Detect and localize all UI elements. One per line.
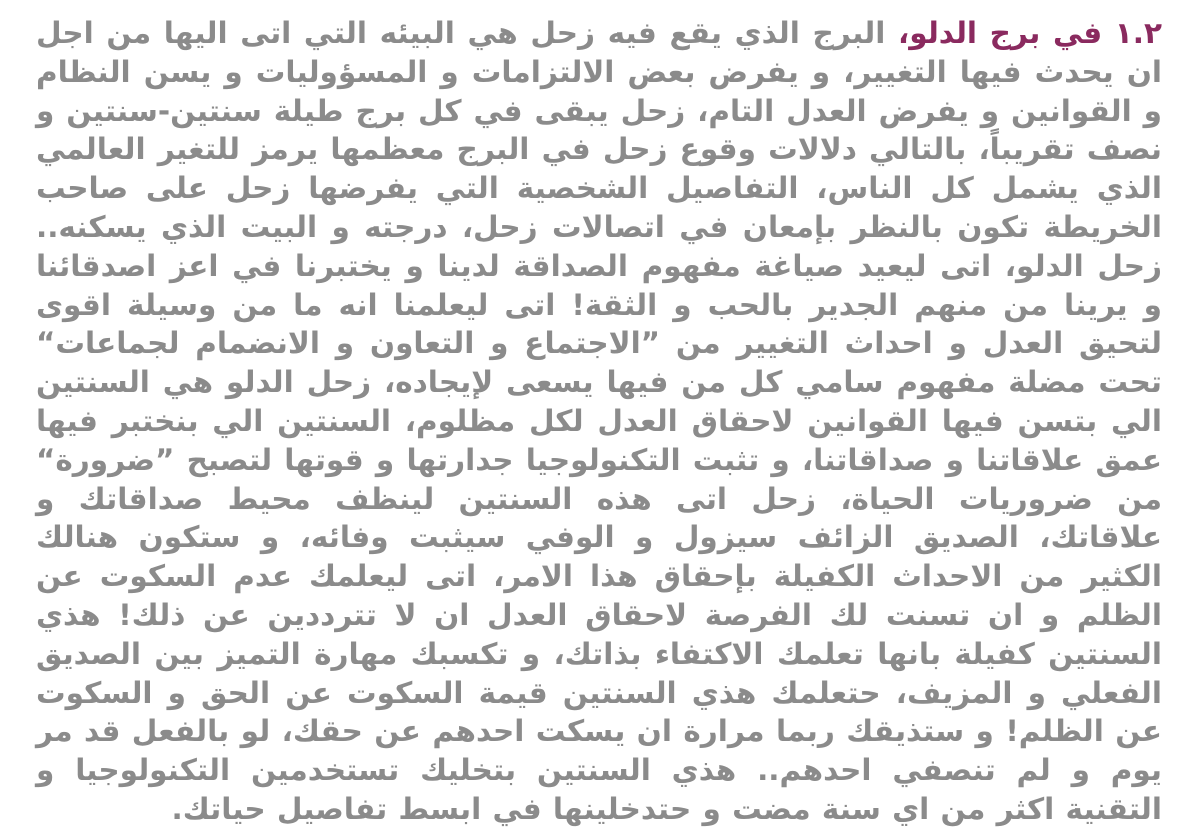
section-heading: ١.٢ في برج الدلو، <box>898 16 1162 50</box>
body-paragraph <box>36 14 1162 829</box>
body-text: البرج الذي يقع فيه زحل هي البيئه التي اتى اليها من اجل ان يحدث فيها التغيير، و يفرض بعض الالتزامات و المسؤوليات و يسن النظام و القوانين و يفرض العدل التام، زحل يبقى في كل برج طيلة سنتين-سنتين و نصف تقريباً، بالتالي دلالات وقوع زحل في البرج معظمها يرمز للتغير العالمي الذي يشمل كل الناس، التفاصيل الشخصية التي يفرضها زحل على صاحب الخريطة تكون بالنظر بإمعان في اتصالات زحل، درجته و البيت الذي يسكنه.. زحل الدلو، اتى ليعيد صياغة مفهوم الصداقة لدينا و يختبرنا في اعز اصدقائنا و يرينا من منهم الجدير بالحب و الثقة! اتى ليعلمنا انه ما من وسيلة اقوى لتحيق العدل و احداث التغيير من ”الاجتماع و التعاون و الانضمام لجماعات“ تحت مضلة مفهوم سامي كل من فيها يسعى لإيجاده، زحل الدلو هي السنتين الي بتسن فيها القوانين لاحقاق العدل لكل مظلوم، السنتين الي بنختبر فيها عمق علاقاتنا و صداقاتنا، و تثبت التكنولوجيا جدارتها و قوتها لتصبح ”ضرورة“ من ضروريات الحياة، زحل اتى هذه السنتين لينظف محيط صداقاتك و علاقاتك، الصديق الزائف سيزول و الوفي سيثبت وفائه، و ستكون هنالك الكثير من الاحداث الكفيلة بإحقاق هذا الامر، اتى ليعلمك عدم السكوت عن الظلم و ان تسنت لك الفرصة لاحقاق العدل ان لا تترددين عن ذلك! هذي السنتين كفيلة بانها تعلمك الاكتفاء بذاتك، و تكسبك مهارة التميز بين الصديق الفعلي و المزيف، حتعلمك هذي السنتين قيمة السكوت عن الحق و السكوت عن الظلم! و ستذيقك ربما مرارة ان يسكت احدهم عن حقك، لو بالفعل قد مر يوم و لم تنصفي احدهم.. هذي السنتين بتخليك تستخدمين التكنولوجيا و التقنية اكثر من اي سنة مضت و حتدخلينها في ابسط تفاصيل حياتك. <box>36 16 1162 826</box>
